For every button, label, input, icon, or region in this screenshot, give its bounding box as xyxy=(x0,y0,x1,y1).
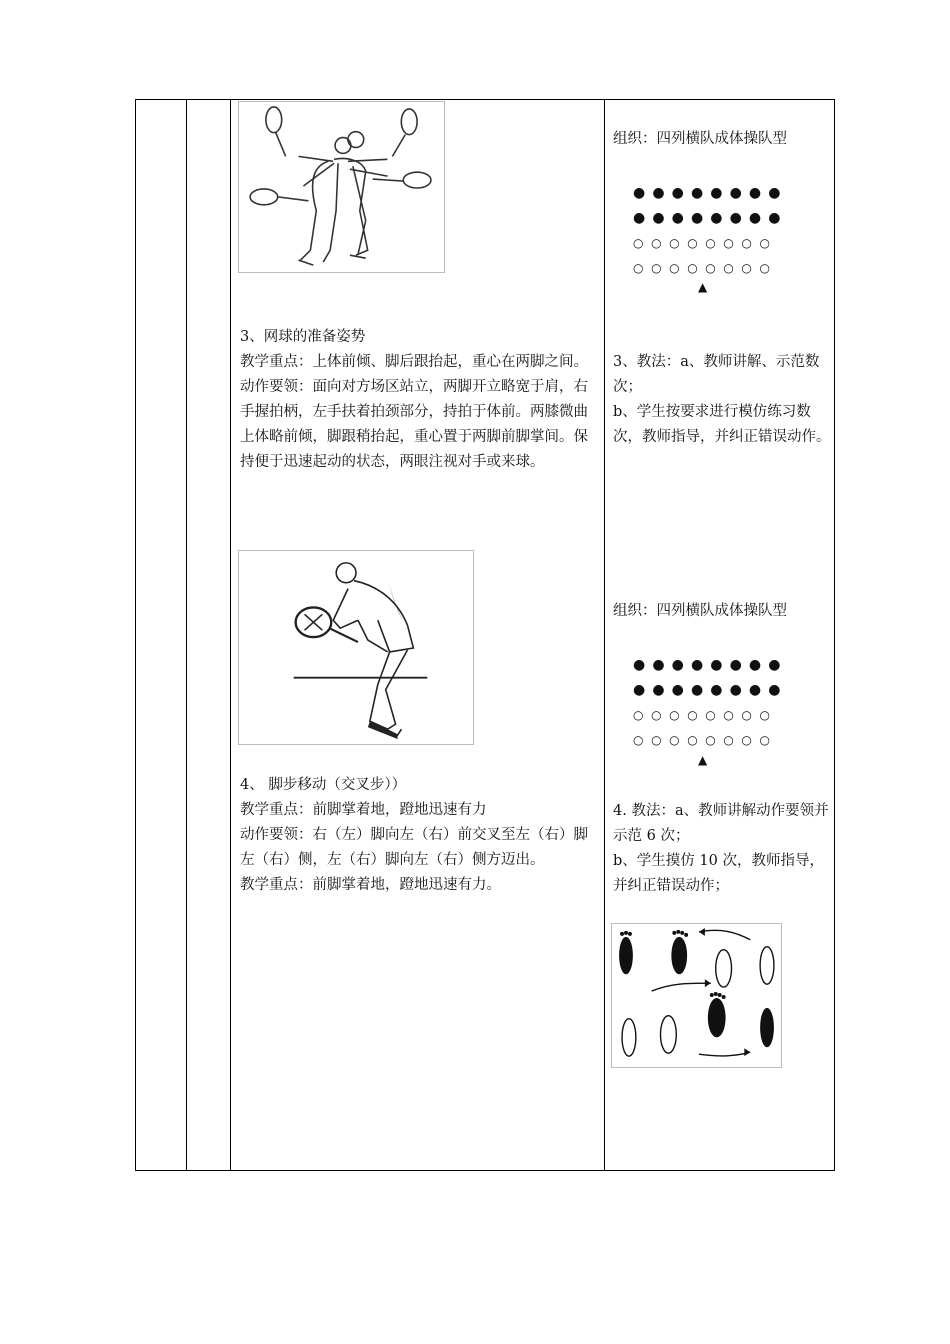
organization-1: 组织：四列横队成体操队型 xyxy=(613,131,787,147)
ready-position-illustration xyxy=(238,550,474,745)
section-3-text xyxy=(240,325,597,475)
formation-row: ○○○○○○○○ xyxy=(633,708,778,722)
formation-row: ○○○○○○○○ xyxy=(633,236,778,250)
method-4 xyxy=(613,799,831,899)
section-4-key-point-2: 教学重点：前脚掌着地，蹬地迅速有力。 xyxy=(240,877,501,893)
column-divider xyxy=(230,100,231,1170)
section-3-title: 3、网球的准备姿势 xyxy=(240,329,366,345)
formation-row: ○○○○○○○○ xyxy=(633,733,778,747)
section-3-key-point: 教学重点：上体前倾、脚后跟抬起，重心在两脚之间。 xyxy=(240,354,588,370)
teacher-marker: ▲ xyxy=(698,280,708,294)
swing-sequence-illustration xyxy=(238,101,445,273)
method-3-b: b、学生按要求进行模仿练习数次，教师指导，并纠正错误动作。 xyxy=(613,404,831,445)
formation-diagram-1 xyxy=(633,181,808,294)
section-4-key-point: 教学重点：前脚掌着地，蹬地迅速有力 xyxy=(240,802,487,818)
formation-row: ●●●●●●●● xyxy=(633,210,788,226)
formation-row: ●●●●●●●● xyxy=(633,657,788,673)
formation-diagram-2 xyxy=(633,653,808,768)
method-3-a: 3、教法：a、教师讲解、示范数次； xyxy=(613,354,820,395)
formation-row: ○○○○○○○○ xyxy=(633,261,778,275)
organization-2: 组织：四列横队成体操队型 xyxy=(613,603,787,619)
section-3-essentials: 动作要领：面向对方场区站立，两脚开立略宽于肩，右手握拍柄，左手扶着拍颈部分，持拍于体前。两膝微曲上体略前倾，脚跟稍抬起，重心置于两脚前脚掌间。保持便于迅速起动的状态，两眼注视对手或来球。 xyxy=(240,379,588,470)
section-4-title: 4、 脚步移动（交叉步）） xyxy=(240,777,407,793)
teacher-marker: ▲ xyxy=(698,753,708,767)
column-divider xyxy=(186,100,187,1170)
formation-row: ●●●●●●●● xyxy=(633,185,788,201)
column-divider xyxy=(604,100,605,1170)
section-4-essentials: 动作要领：右（左）脚向左（右）前交叉至左（右）脚左（右）侧，左（右）脚向左（右）侧方迈出。 xyxy=(240,827,588,868)
footprints-illustration xyxy=(611,923,782,1068)
method-4-b: b、学生摸仿 10 次，教师指导，并纠正错误动作； xyxy=(613,853,824,894)
formation-row: ●●●●●●●● xyxy=(633,682,788,698)
section-4-text xyxy=(240,773,602,898)
method-3 xyxy=(613,350,831,450)
method-4-a: 4. 教法：a、教师讲解动作要领并示范 6 次； xyxy=(613,803,829,844)
